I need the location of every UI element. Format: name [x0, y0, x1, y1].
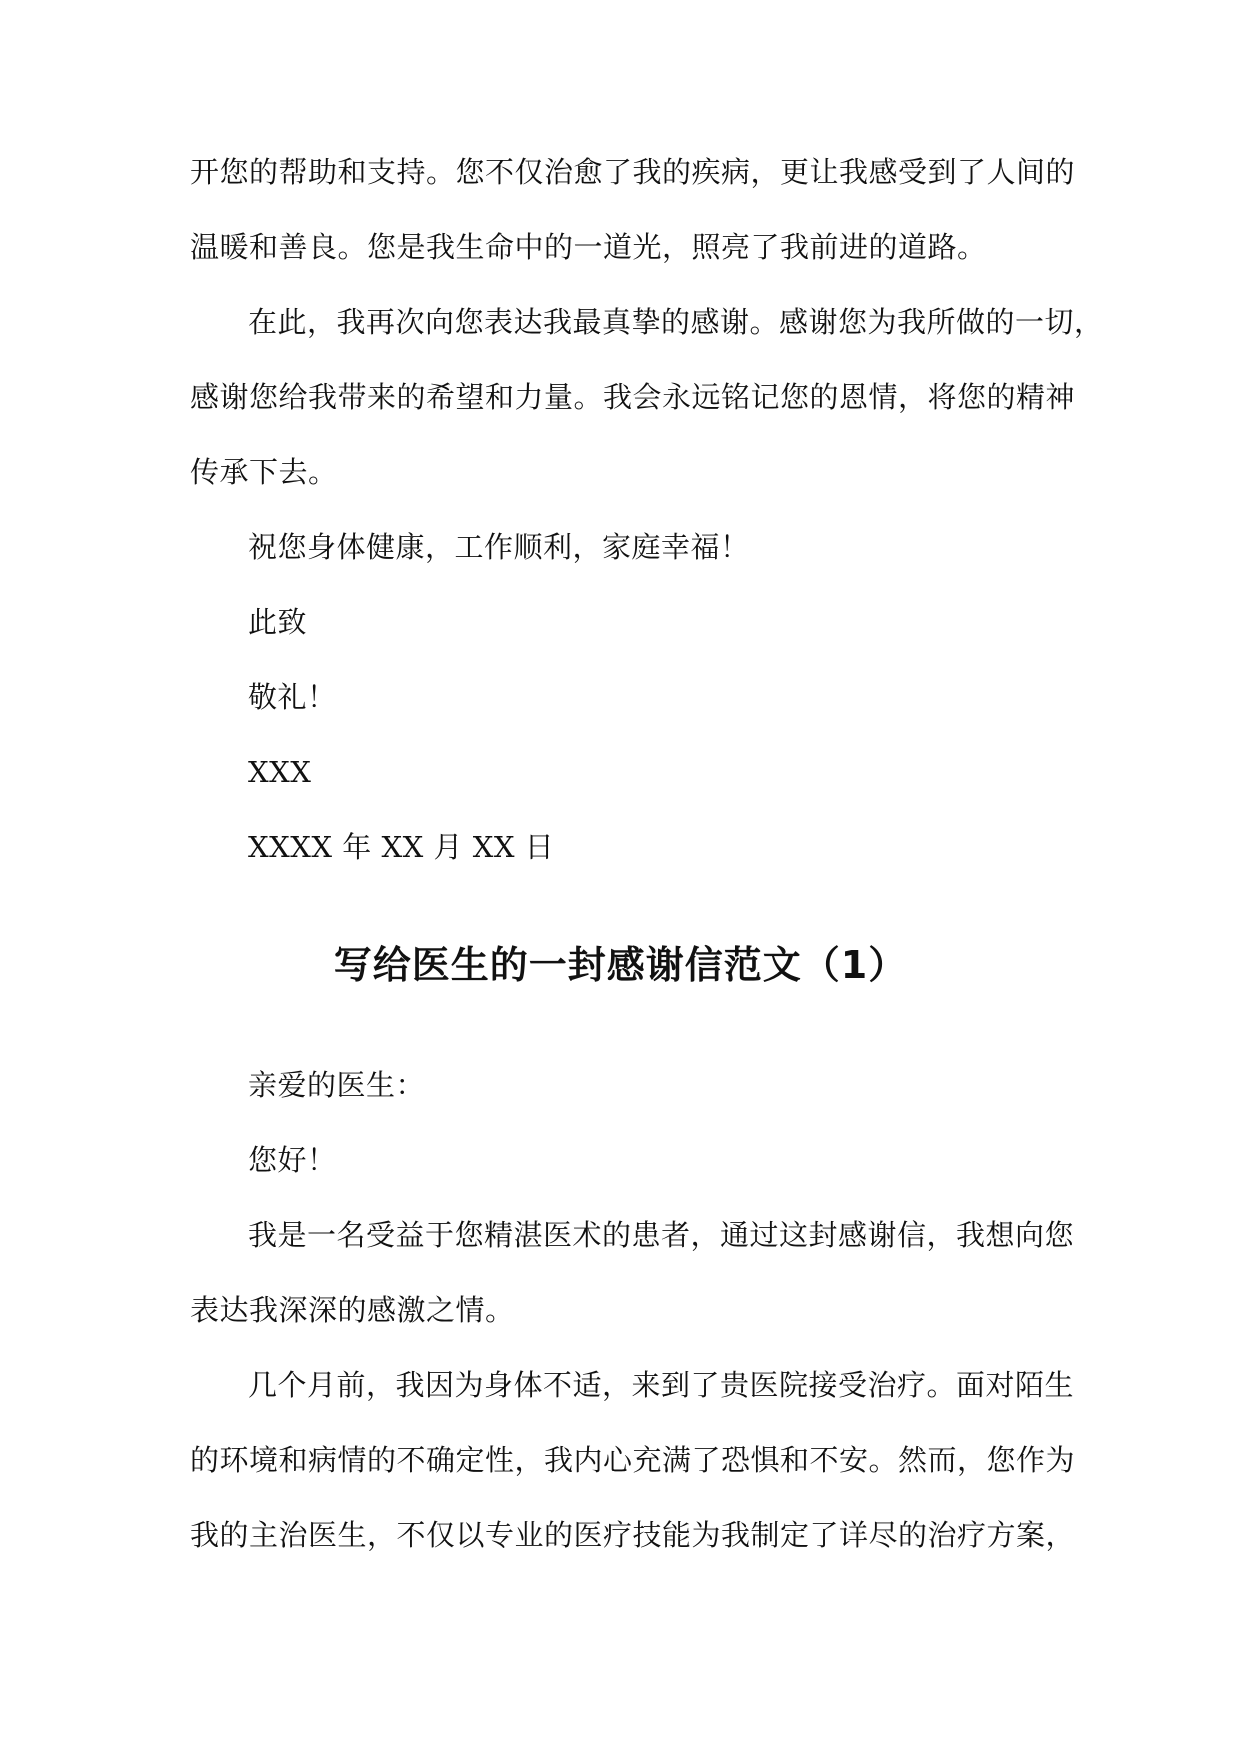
greeting: 亲爱的医生：: [248, 1068, 426, 1102]
closing-wish: 祝您身体健康，工作顺利，家庭幸福！: [248, 530, 750, 564]
signature: XXX: [248, 755, 312, 789]
greeting-hello: 您好！: [248, 1143, 337, 1177]
closing-salutation: 此致: [248, 605, 308, 639]
letter-title: 写给医生的一封感谢信范文（1）: [333, 943, 908, 987]
body-line: 我是一名受益于您精湛医术的患者，通过这封感谢信，我想向您: [248, 1218, 1075, 1252]
body-line: 温暖和善良。您是我生命中的一道光，照亮了我前进的道路。: [190, 230, 987, 264]
body-line: 表达我深深的感激之情。: [190, 1293, 515, 1327]
body-line: 的环境和病情的不确定性，我内心充满了恐惧和不安。然而，您作为: [190, 1443, 1076, 1477]
body-line: 传承下去。: [190, 455, 338, 489]
body-line: 在此，我再次向您表达我最真挚的感谢。感谢您为我所做的一切，: [248, 305, 1104, 339]
body-line: 开您的帮助和支持。您不仅治愈了我的疾病，更让我感受到了人间的: [190, 155, 1076, 189]
body-line: 几个月前，我因为身体不适，来到了贵医院接受治疗。面对陌生: [248, 1368, 1075, 1402]
body-line: 感谢您给我带来的希望和力量。我会永远铭记您的恩情，将您的精神: [190, 380, 1076, 414]
date: XXXX 年 XX 月 XX 日: [248, 830, 555, 864]
closing-regards: 敬礼！: [248, 680, 337, 714]
body-line: 我的主治医生，不仅以专业的医疗技能为我制定了详尽的治疗方案，: [190, 1518, 1076, 1552]
